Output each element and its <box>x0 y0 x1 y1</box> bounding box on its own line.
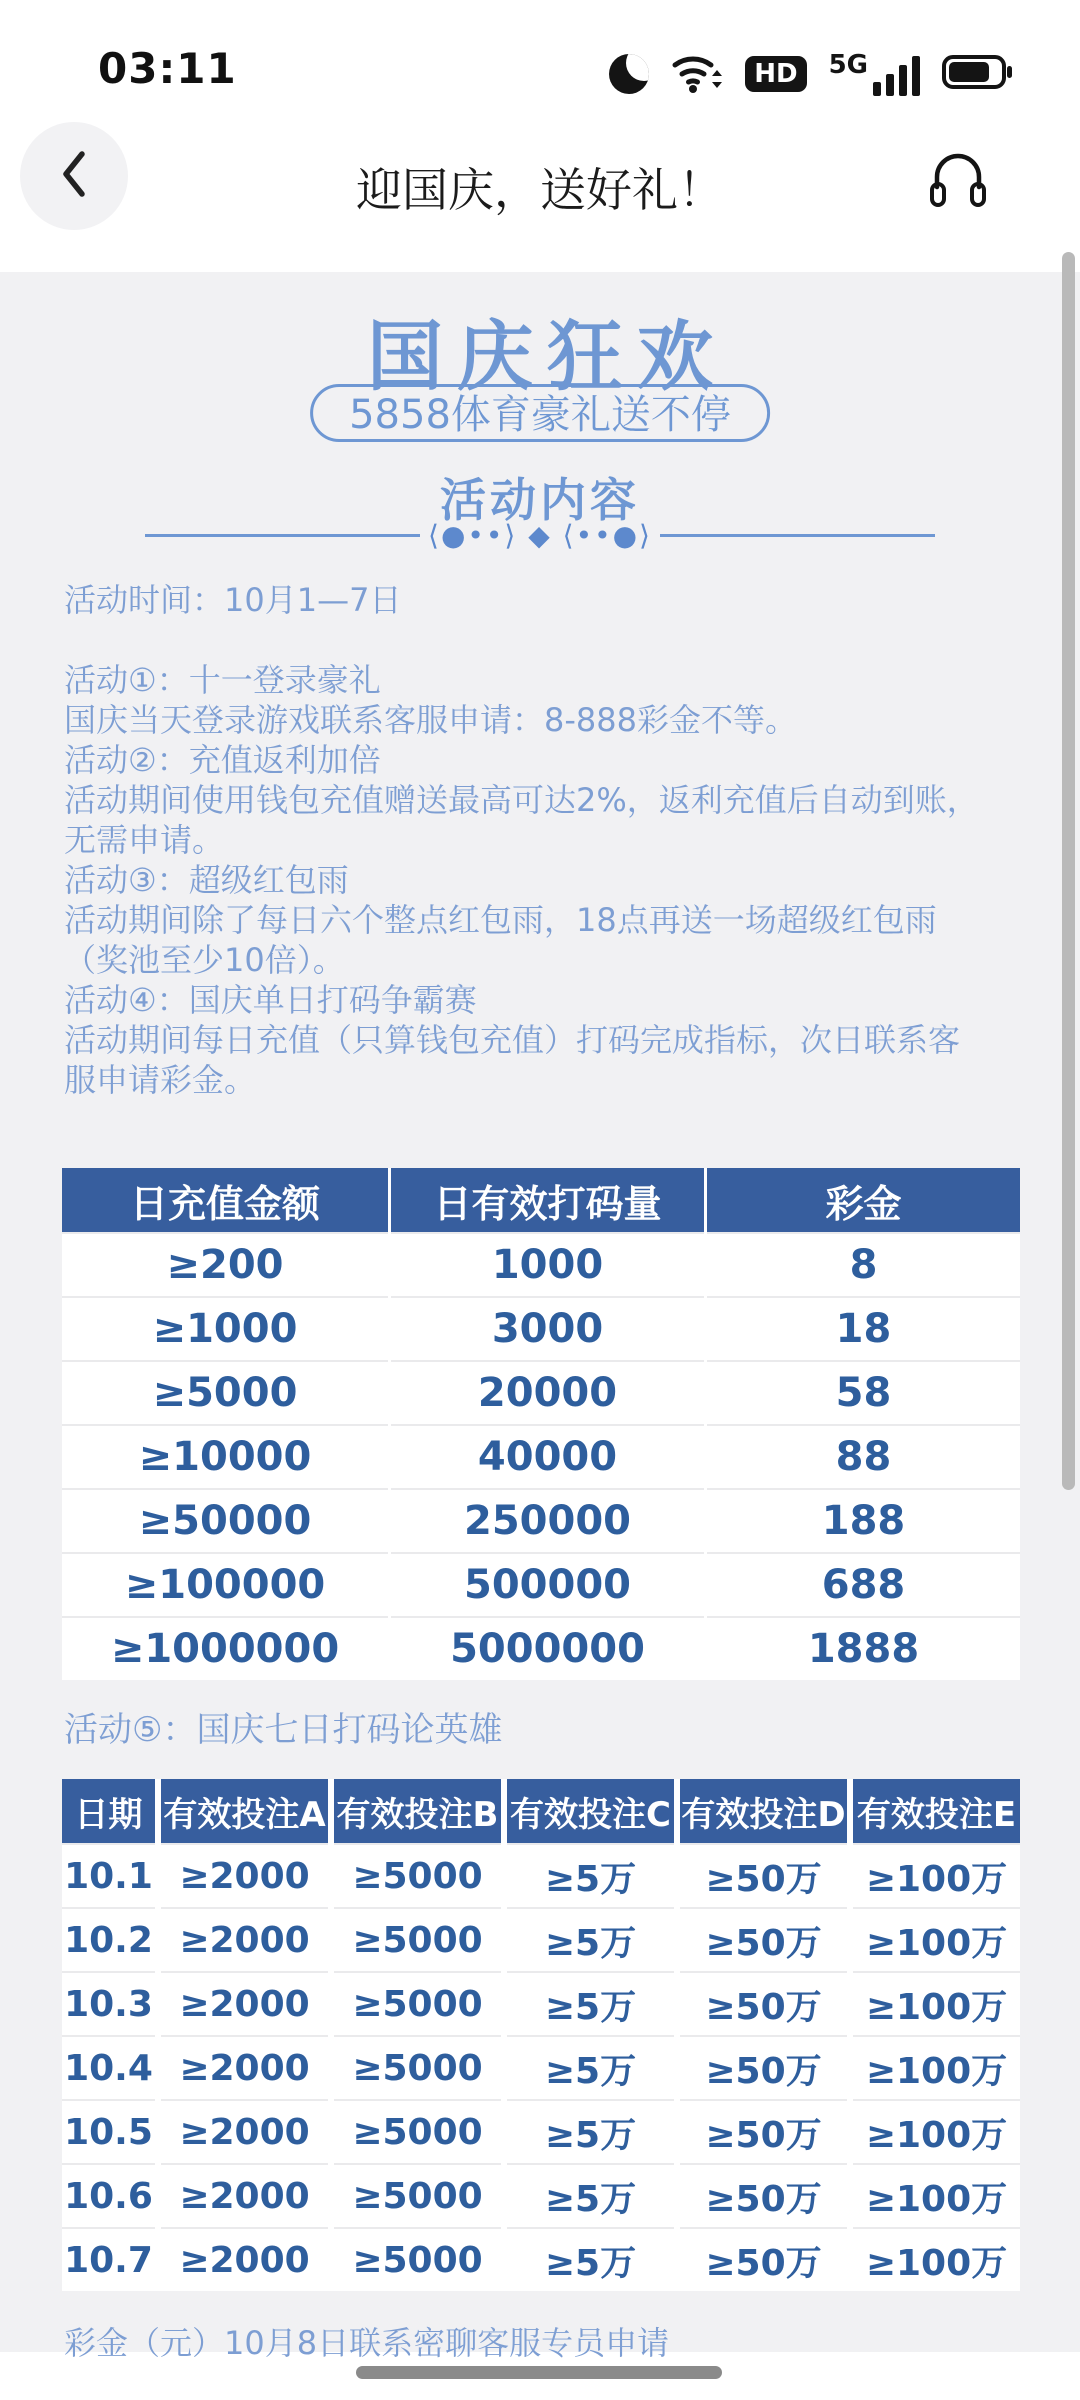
table-cell: ≥5000 <box>334 2035 501 2099</box>
table-cell: ≥5万 <box>507 1907 674 1971</box>
intro-line: 活动④：国庆单日打码争霸赛 <box>64 981 477 1019</box>
table-cell: 1000 <box>391 1232 704 1296</box>
table-cell: 188 <box>707 1488 1020 1552</box>
table-cell: ≥50万 <box>680 1907 847 1971</box>
table-cell: 58 <box>707 1360 1020 1424</box>
customer-service-button[interactable] <box>920 142 996 218</box>
table-cell: ≥10000 <box>62 1424 388 1488</box>
table-cell: ≥2000 <box>161 1907 328 1971</box>
intro-line: （奖池至少10倍）。 <box>64 941 345 979</box>
table-cell: ≥1000 <box>62 1296 388 1360</box>
table-cell: 1888 <box>707 1616 1020 1680</box>
table-cell: 10.7 <box>62 2227 155 2291</box>
status-bar <box>0 0 1080 140</box>
intro-line: 活动期间使用钱包充值赠送最高可达2%，返利充值后自动到账， <box>64 781 979 819</box>
intro-line: 活动③：超级红包雨 <box>64 861 349 899</box>
intro-line: 活动期间每日充值（只算钱包充值）打码完成指标，次日联系客 <box>64 1021 961 1059</box>
page-title: 迎国庆，送好礼！ <box>356 163 724 217</box>
table-cell: ≥2000 <box>161 2099 328 2163</box>
headset-icon <box>925 147 991 213</box>
table-cell: ≥5000 <box>334 2163 501 2227</box>
table-cell: ≥100万 <box>853 1907 1020 1971</box>
ornament-divider <box>145 520 935 550</box>
table-cell: ≥5万 <box>507 2099 674 2163</box>
intro-line: 服申请彩金。 <box>64 1061 257 1099</box>
intro-line: 活动①：十一登录豪礼 <box>64 661 381 699</box>
battery-icon <box>942 54 1014 94</box>
activity5-heading: 活动⑤：国庆七日打码论英雄 <box>64 1710 503 1750</box>
table-cell: ≥100万 <box>853 2035 1020 2099</box>
table-cell: 10.1 <box>62 1843 155 1907</box>
promo-title: 国庆狂欢 <box>367 312 727 401</box>
table-cell: ≥50万 <box>680 2035 847 2099</box>
table-cell: 18 <box>707 1296 1020 1360</box>
table-cell: 250000 <box>391 1488 704 1552</box>
table-cell: ≥2000 <box>161 2227 328 2291</box>
scrollbar-thumb[interactable] <box>1062 252 1075 1490</box>
table-cell: ≥50000 <box>62 1488 388 1552</box>
table-cell: ≥100万 <box>853 2099 1020 2163</box>
seven-day-bet-table <box>62 1779 1020 2291</box>
nav-header <box>0 140 1080 272</box>
table-cell: ≥50万 <box>680 1843 847 1907</box>
table-cell: ≥5000 <box>62 1360 388 1424</box>
table-header-cell: 有效投注A <box>161 1779 328 1843</box>
table-cell: ≥200 <box>62 1232 388 1296</box>
table-cell: 10.4 <box>62 2035 155 2099</box>
intro-line: 活动期间除了每日六个整点红包雨，18点再送一场超级红包雨 <box>64 901 937 939</box>
table-cell: ≥50万 <box>680 2163 847 2227</box>
table-cell: 3000 <box>391 1296 704 1360</box>
table-cell: ≥50万 <box>680 2227 847 2291</box>
hd-icon: HD <box>745 56 806 92</box>
intro-line: 无需申请。 <box>64 821 225 859</box>
table-header-cell: 日有效打码量 <box>391 1168 704 1232</box>
promo-panel <box>0 272 1080 2362</box>
promo-pill-badge: 5858体育豪礼送不停 <box>310 384 770 442</box>
home-indicator[interactable] <box>356 2366 722 2379</box>
table-cell: ≥5000 <box>334 1907 501 1971</box>
table-cell: 10.6 <box>62 2163 155 2227</box>
table-cell: ≥100万 <box>853 2163 1020 2227</box>
table-cell: ≥50万 <box>680 2099 847 2163</box>
table-cell: ≥2000 <box>161 2035 328 2099</box>
table-cell: ≥100万 <box>853 1843 1020 1907</box>
table-cell: ≥5万 <box>507 2163 674 2227</box>
intro-line: 活动②：充值返利加倍 <box>64 741 381 779</box>
status-icons <box>609 50 1014 98</box>
table-cell: ≥5000 <box>334 2227 501 2291</box>
signal-5g-icon: 5G <box>829 52 920 96</box>
table-cell: 40000 <box>391 1424 704 1488</box>
table-cell: ≥5万 <box>507 1971 674 2035</box>
intro-line: 国庆当天登录游戏联系客服申请：8-888彩金不等。 <box>64 701 797 739</box>
table-cell: ≥5万 <box>507 2035 674 2099</box>
ornament-glyphs: ⟨●••⟩ ◆ ⟨••●⟩ <box>428 518 652 552</box>
table-cell: ≥5000 <box>334 1843 501 1907</box>
table-cell: 10.3 <box>62 1971 155 2035</box>
table-cell: ≥100万 <box>853 1971 1020 2035</box>
table-cell: ≥2000 <box>161 2163 328 2227</box>
table-cell: 10.2 <box>62 1907 155 1971</box>
table-cell: ≥5000 <box>334 2099 501 2163</box>
section-title: 活动内容 <box>440 473 640 527</box>
table-cell: 8 <box>707 1232 1020 1296</box>
wifi-icon <box>671 50 723 98</box>
table-cell: ≥2000 <box>161 1971 328 2035</box>
table-cell: 20000 <box>391 1360 704 1424</box>
table-cell: ≥50万 <box>680 1971 847 2035</box>
table-header-cell: 有效投注D <box>680 1779 847 1843</box>
status-time: 03:11 <box>98 44 237 93</box>
table-header-cell: 日期 <box>62 1779 155 1843</box>
table-cell: 5000000 <box>391 1616 704 1680</box>
table-header-cell: 彩金 <box>707 1168 1020 1232</box>
table-cell: ≥2000 <box>161 1843 328 1907</box>
table-cell: ≥5000 <box>334 1971 501 2035</box>
table-cell: 688 <box>707 1552 1020 1616</box>
table-cell: 10.5 <box>62 2099 155 2163</box>
intro-line <box>64 620 1024 660</box>
table-cell: 88 <box>707 1424 1020 1488</box>
table-cell: 500000 <box>391 1552 704 1616</box>
table-cell: ≥100000 <box>62 1552 388 1616</box>
moon-icon <box>609 54 649 94</box>
table-cell: ≥5万 <box>507 1843 674 1907</box>
footer-note: 彩金（元）10月8日联系密聊客服专员申请 <box>64 2324 670 2362</box>
table-header-cell: 有效投注E <box>853 1779 1020 1843</box>
intro-line: 活动时间：10月1—7日 <box>64 581 402 619</box>
table-cell: ≥1000000 <box>62 1616 388 1680</box>
intro-paragraph <box>64 580 1024 1100</box>
recharge-reward-table <box>62 1168 1020 1680</box>
table-header-cell: 有效投注C <box>507 1779 674 1843</box>
table-cell: ≥5万 <box>507 2227 674 2291</box>
table-header-cell: 有效投注B <box>334 1779 501 1843</box>
table-header-cell: 日充值金额 <box>62 1168 388 1232</box>
table-cell: ≥100万 <box>853 2227 1020 2291</box>
